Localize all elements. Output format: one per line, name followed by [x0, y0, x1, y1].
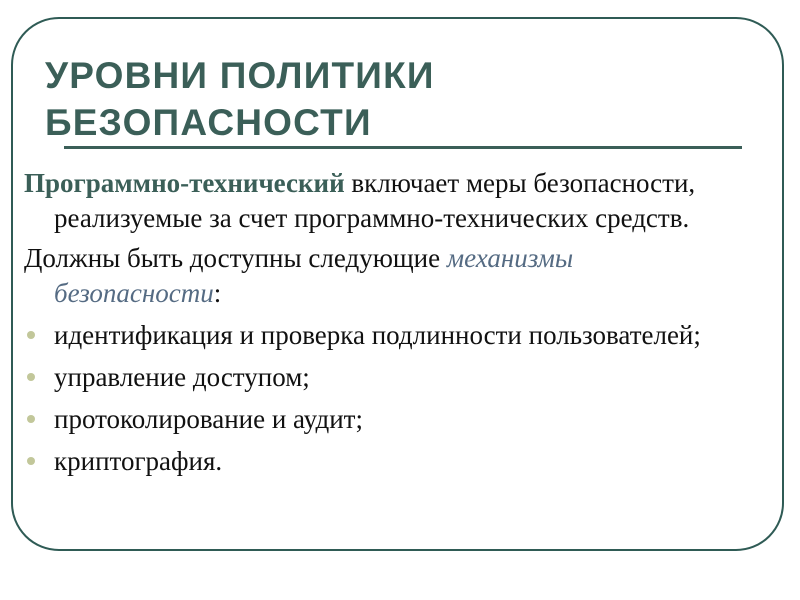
list-item-text: идентификация и проверка подлинности пользователей; [54, 320, 701, 350]
bullet-dot-icon [27, 415, 35, 423]
list-item [24, 402, 744, 437]
paragraph-mechanisms-tail: : [213, 278, 222, 308]
term-software-technical: Программно-технический [24, 168, 345, 198]
term-security-mechanisms: механизмы безопасности [54, 243, 574, 308]
bullet-dot-icon [27, 373, 35, 381]
title-line-2: БЕЗОПАСНОСТИ [45, 102, 372, 143]
paragraph-mechanisms [24, 241, 744, 311]
bullet-dot-icon [27, 457, 35, 465]
list-item-text: управление доступом; [54, 362, 310, 392]
title-underline [64, 146, 742, 149]
list-item [24, 360, 744, 395]
title-line-1: УРОВНИ ПОЛИТИКИ [45, 55, 435, 96]
list-item-text: криптография. [54, 446, 223, 476]
paragraph-software-technical [24, 166, 744, 236]
mechanisms-list [24, 318, 744, 479]
bullet-dot-icon [27, 331, 35, 339]
paragraph-software-technical-text: включает меры безопасности, реализуемые за счет программно-технических средств. [54, 168, 696, 233]
list-item [24, 444, 744, 479]
slide-body [24, 166, 744, 486]
list-item [24, 318, 744, 353]
slide-title [45, 52, 435, 146]
paragraph-mechanisms-lead: Должны быть доступны следующие [24, 243, 447, 273]
list-item-text: протоколирование и аудит; [54, 404, 363, 434]
